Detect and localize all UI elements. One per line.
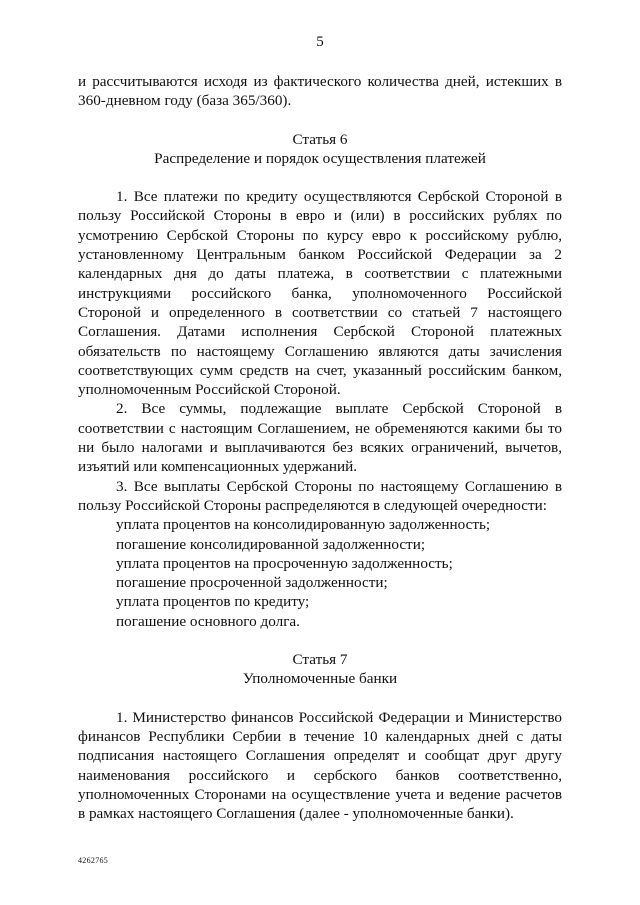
- payment-order-list: [78, 515, 562, 631]
- article-6-paragraph-3: 3. Все выплаты Сербской Стороны по настоящему Соглашению в пользу Российской Стороны распределяются в следующей очередности:: [78, 477, 562, 514]
- list-item: погашение просроченной задолженности;: [116, 574, 388, 592]
- list-item: уплата процентов на консолидированную задолженность;: [116, 516, 491, 534]
- document-code: 4262765: [78, 856, 109, 865]
- list-item: погашение основного долга.: [116, 612, 300, 630]
- continuation-paragraph: и рассчитываются исходя из фактического количества дней, истекших в 360-дневном году (база 365/360).: [78, 73, 562, 110]
- article-7-paragraph-1: 1. Министерство финансов Российской Федерации и Министерство финансов Республики Сербии в течение 10 календарных дней с даты подписания настоящего Соглашения определят и сообщат друг другу наименования российского и сербского банков соответственно, уполномоченных Сторонами на осуществление учета и ведение расчетов в рамках настоящего Соглашения (далее - уполномоченные банки).: [78, 708, 562, 823]
- article-6-subtitle: Распределение и порядок осуществления платежей: [154, 149, 486, 167]
- article-6-paragraph-1: 1. Все платежи по кредиту осуществляются Сербской Стороной в пользу Российской Стороны в евро и (или) в российских рублях по усмотрению Сербской Стороны по курсу евро к российскому рублю, установленному Центральным банком Российской Федерации за 2 календарных дня до даты платежа, в соответствии с платежными инструкциями российского банка, уполномоченного Российской Стороной и определенного в соответствии со статьей 7 настоящего Соглашения. Датами исполнения Сербской Стороной платежных обязательств по настоящему Соглашению являются даты зачисления соответствующих сумм средств на счет, указанный российским банком, уполномоченным Российской Стороной.: [78, 188, 562, 399]
- list-item: погашение консолидированной задолженности;: [116, 535, 426, 553]
- article-7-subtitle: Уполномоченные банки: [242, 670, 398, 688]
- page-number: 5: [316, 34, 324, 50]
- article-6-paragraph-2: 2. Все суммы, подлежащие выплате Сербской Стороной в соответствии с настоящим Соглашением, не обременяются какими бы то ни было налогами и выплачиваются без всяких ограничений, вычетов, изъятий или компенсационных удержаний.: [78, 400, 562, 476]
- article-6-title: Статья 6: [292, 130, 348, 148]
- article-7-title: Статья 7: [292, 651, 348, 669]
- document-body: [78, 72, 562, 823]
- list-item: уплата процентов по кредиту;: [116, 593, 310, 611]
- list-item: уплата процентов на просроченную задолженность;: [116, 554, 453, 572]
